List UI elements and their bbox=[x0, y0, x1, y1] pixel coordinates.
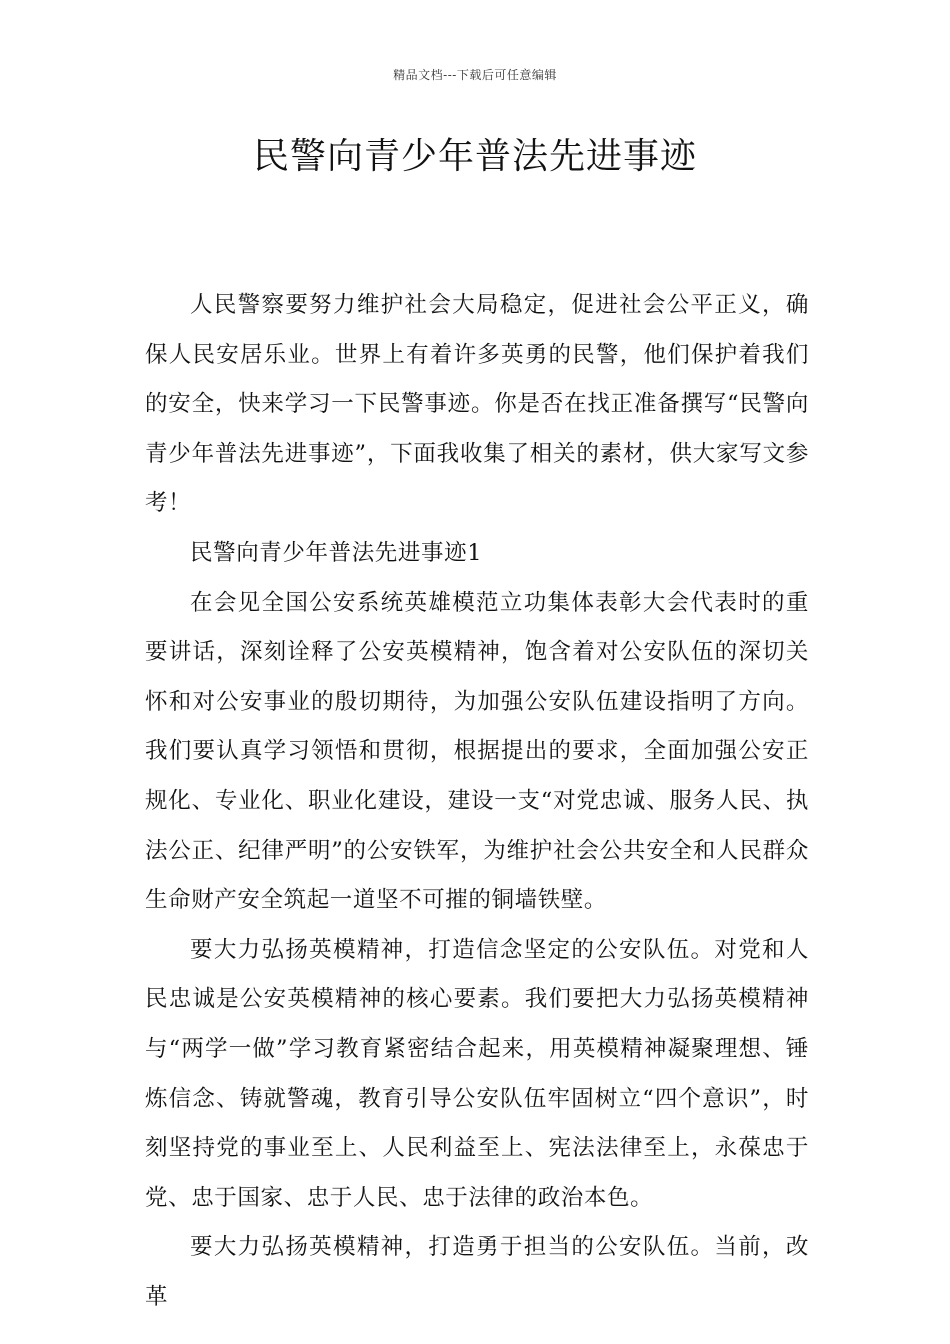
page-header-note: 精品文档---下载后可任意编辑 bbox=[393, 68, 557, 82]
paragraph-body: 要大力弘扬英模精神，打造信念坚定的公安队伍。对党和人民忠诚是公安英模精神的核心要素。我们要把大力弘扬英模精神与“两学一做”学习教育紧密结合起来，用英模精神凝聚理想、锤炼信念、铸就警魂，教育引导公安队伍牢固树立“四个意识”，时刻坚持党的事业至上、人民利益至上、宪法法律至上，永葆忠于党、忠于国家、忠于人民、忠于法律的政治本色。 bbox=[145, 936, 809, 1211]
paragraph-body: 要大力弘扬英模精神，打造勇于担当的公安队伍。当前，改革 bbox=[145, 1234, 809, 1310]
document-body bbox=[145, 281, 809, 1322]
paragraph-intro: 人民警察要努力维护社会大局稳定，促进社会公平正义，确保人民安居乐业。世界上有着许多英勇的民警，他们保护着我们的安全，快来学习一下民警事迹。你是否在找正准备撰写“民警向青少年普法先进事迹”，下面我收集了相关的素材，供大家写文参考！ bbox=[145, 292, 809, 517]
document-title: 民警向青少年普法先进事迹 bbox=[252, 136, 697, 177]
paragraph-section-heading: 民警向青少年普法先进事迹1 bbox=[190, 539, 483, 566]
paragraph-body: 在会见全国公安系统英雄模范立功集体表彰大会代表时的重要讲话，深刻诠释了公安英模精神，饱含着对公安队伍的深切关怀和对公安事业的殷切期待，为加强公安队伍建设指明了方向。我们要认真学习领悟和贯彻，根据提出的要求，全面加强公安正规化、专业化、职业化建设，建设一支“对党忠诚、服务人民、执法公正、纪律严明”的公安铁军，为维护社会公共安全和人民群众生命财产安全筑起一道坚不可摧的铜墙铁壁。 bbox=[145, 589, 809, 914]
